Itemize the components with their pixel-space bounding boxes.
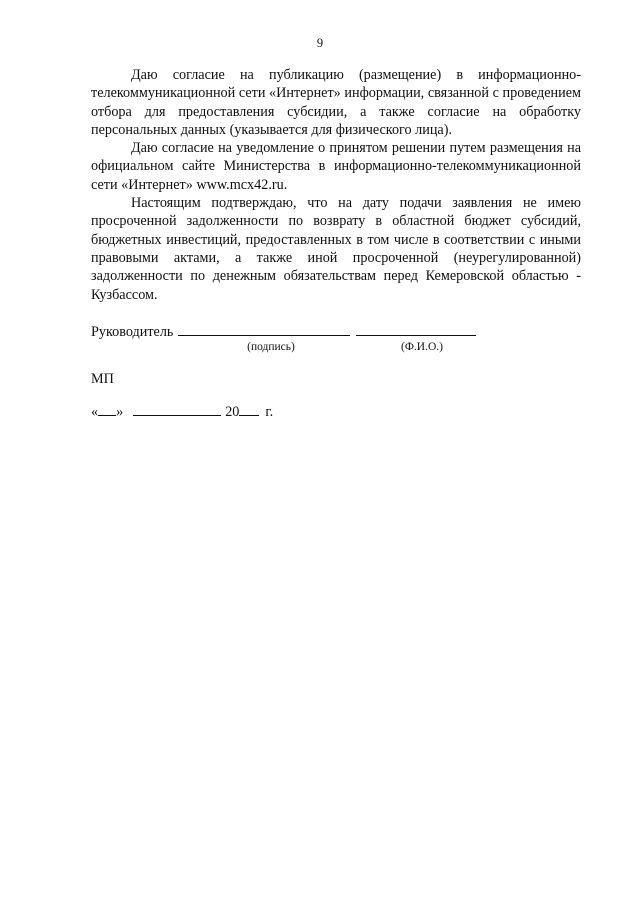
consent-publication-paragraph: Даю согласие на публикацию (размещение) в информационно-телекоммуникационной сети «Интернет» информации, связанной с проведением отбора для предоставления субсидии, а также согласие на обработку персональных данных (указывается для физического лица). [91, 67, 581, 138]
signature-blank-line [178, 322, 350, 336]
signature-caption: (подпись) [247, 341, 295, 353]
year-blank-line [239, 402, 259, 416]
year-suffix: г. [265, 404, 274, 420]
day-blank-line [98, 402, 116, 416]
date-close-quote: » [116, 404, 124, 420]
month-blank-line [133, 402, 221, 416]
consent-notification-paragraph: Даю согласие на уведомление о принятом решении путем размещения на официальном сайте Министерства в информационно-телекоммуникационной сети «Интернет» www.mcx42.ru. [91, 140, 581, 193]
stamp-label: МП [91, 371, 114, 387]
no-debt-confirmation-paragraph: Настоящим подтверждаю, что на дату подачи заявления не имею просроченной задолженности по возврату в областной бюджет субсидий, бюджетных инвестиций, предоставленных в том числе в соответствии с иными правовыми актами, а также иной просроченной (неурегулированной) задолженности по денежным обязательствам перед Кемеровской областью - Кузбассом. [91, 195, 581, 303]
year-prefix: 20 [225, 404, 240, 420]
role-label: Руководитель [91, 324, 174, 340]
date-open-quote: « [91, 404, 99, 420]
document-body [91, 66, 581, 304]
date-row [91, 402, 273, 421]
full-name-caption: (Ф.И.О.) [401, 341, 443, 353]
page-number: 9 [316, 36, 324, 50]
full-name-blank-line [356, 322, 476, 336]
signature-row [91, 322, 581, 341]
